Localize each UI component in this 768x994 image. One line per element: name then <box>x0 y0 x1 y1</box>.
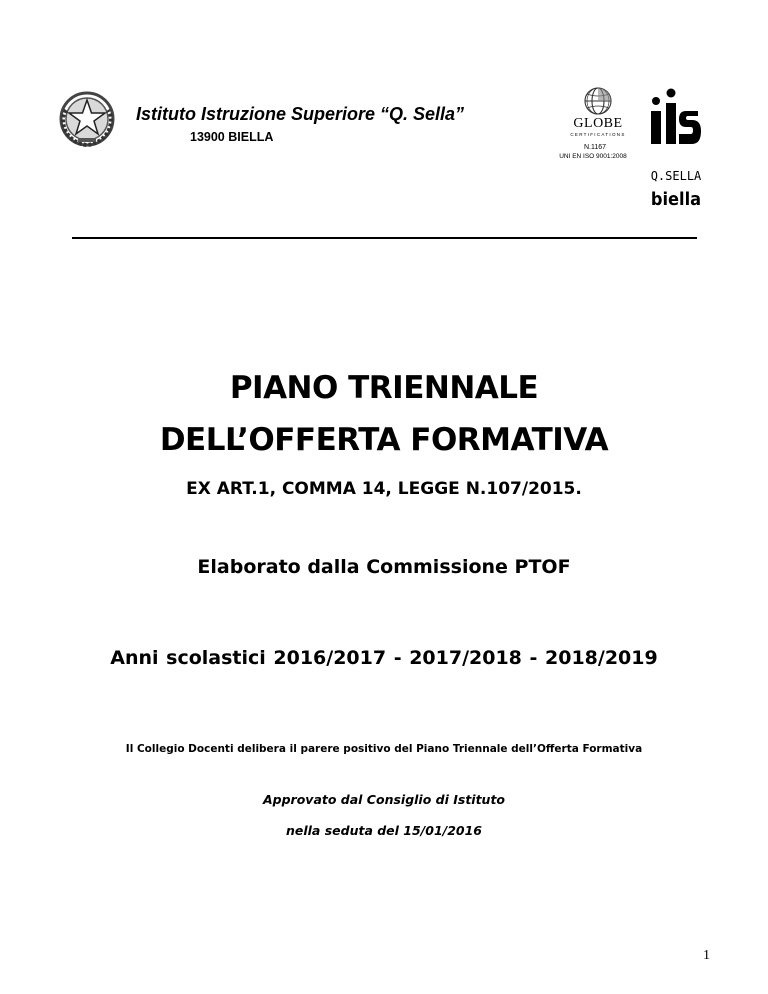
globe-certification-subtitle: CERTIFICATIONS <box>570 132 626 137</box>
globe-certification-name: GLOBE <box>573 116 623 131</box>
document-legal-reference: EX ART.1, COMMA 14, LEGGE N.107/2015. <box>186 479 582 499</box>
approval-line-1: Approvato dal Consiglio di Istituto <box>262 792 506 807</box>
school-logo-middle: Q.SELLA <box>650 169 702 183</box>
school-logo-bottom: biella <box>650 189 702 208</box>
document-title-line-1: PIANO TRIENNALE <box>229 370 539 406</box>
prepared-by: Elaborato dalla Commissione PTOF <box>197 556 571 578</box>
italian-republic-emblem-icon <box>54 88 120 150</box>
institute-city: 13900 BIELLA <box>190 130 274 144</box>
institute-name: Istituto Istruzione Superiore “Q. Sella” <box>136 104 465 124</box>
approval-line-2: nella seduta del 15/01/2016 <box>285 823 483 838</box>
certification-number: N.1167 <box>583 144 607 151</box>
header-divider <box>72 237 697 239</box>
council-note: Il Collegio Docenti delibera il parere positivo del Piano Triennale dell’Offerta Formativa <box>125 743 643 755</box>
certification-standard: UNI EN ISO 9001:2008 <box>559 153 627 160</box>
document-title-line-2: DELL’OFFERTA FORMATIVA <box>159 422 609 458</box>
page-number: 1 <box>703 948 710 963</box>
school-years: Anni scolastici 2016/2017 - 2017/2018 - 2018/2019 <box>110 647 658 669</box>
iis-sella-biella-logo-icon <box>648 84 704 208</box>
